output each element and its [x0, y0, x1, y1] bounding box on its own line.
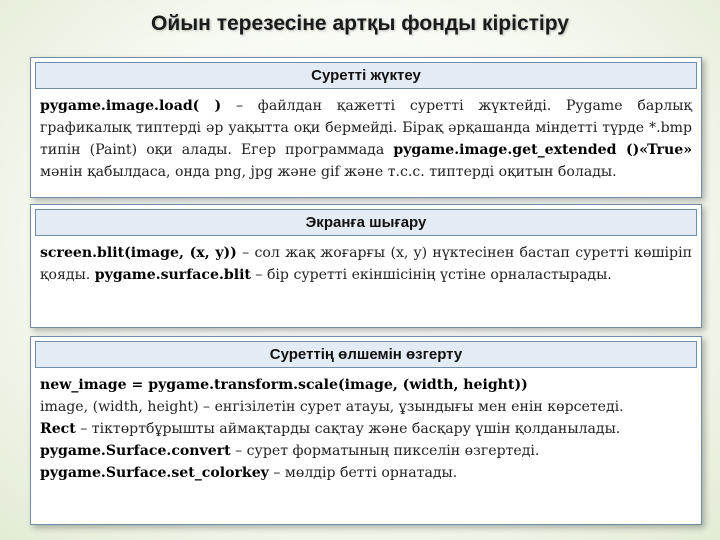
load-image-header: Суретті жүктеу — [35, 62, 697, 89]
resize-body — [31, 368, 701, 490]
get-extended-code: pygame.image.get_extended ()«True» — [393, 142, 692, 158]
load-image-body — [31, 89, 701, 189]
load-image-paragraph — [40, 95, 692, 183]
load-image-text-2: мәнін қабылдаса, онда png, jpg және gif және т.с.с. типтерді оқитын болады. — [40, 164, 617, 180]
screen-blit-code: screen.blit(image, (x, y)) — [40, 245, 237, 261]
surface-blit-code: pygame.surface.blit — [94, 267, 251, 283]
load-image-section — [30, 57, 702, 198]
image-load-code: pygame.image.load( ) — [40, 98, 222, 114]
blit-header: Экранға шығару — [35, 209, 697, 236]
convert-text: – сурет форматының пикселін өзгертеді. — [230, 443, 540, 459]
blit-body — [31, 236, 701, 292]
convert-code: pygame.Surface.convert — [40, 443, 231, 459]
transform-scale-code: new_image = pygame.transform.scale(image, (width, height)) — [40, 377, 528, 393]
blit-paragraph — [40, 242, 692, 286]
rect-code: Rect — [40, 421, 76, 437]
colorkey-paragraph — [40, 462, 692, 484]
colorkey-code: pygame.Surface.set_colorkey — [40, 465, 269, 481]
rect-text: – тіктөртбұрышты аймақтарды сақтау және басқару үшін қолданылады. — [75, 421, 621, 437]
scale-args-paragraph: image, (width, height) – енгізілетін сурет атауы, ұзындығы мен енін көрсетеді. — [40, 399, 624, 415]
blit-text: – сол жақ жоғарғы (x, y) нүктесінен бастап суретті көшіріп қояды. — [40, 245, 692, 283]
resize-section — [30, 336, 702, 525]
rect-paragraph — [40, 418, 692, 440]
scale-paragraph — [40, 374, 692, 396]
resize-header: Суреттің өлшемін өзгерту — [35, 341, 697, 368]
convert-paragraph — [40, 440, 692, 462]
blit-text-2: – бір суретті екіншісінің үстіне орналастырады. — [250, 267, 612, 283]
slide-title: Ойын терезесіне артқы фонды кірістіру — [151, 12, 569, 35]
blit-section — [30, 204, 702, 328]
colorkey-text: – мөлдір бетті орнатады. — [268, 465, 458, 481]
load-image-text: – файлдан қажетті суретті жүктейді. Pygame барлық графикалық типтерді әр уақытта оқи бермейді. Бірақ әрқашанда міндетті түрде *.bmp типін (Paint) оқи алады. Егер программада — [40, 98, 692, 158]
